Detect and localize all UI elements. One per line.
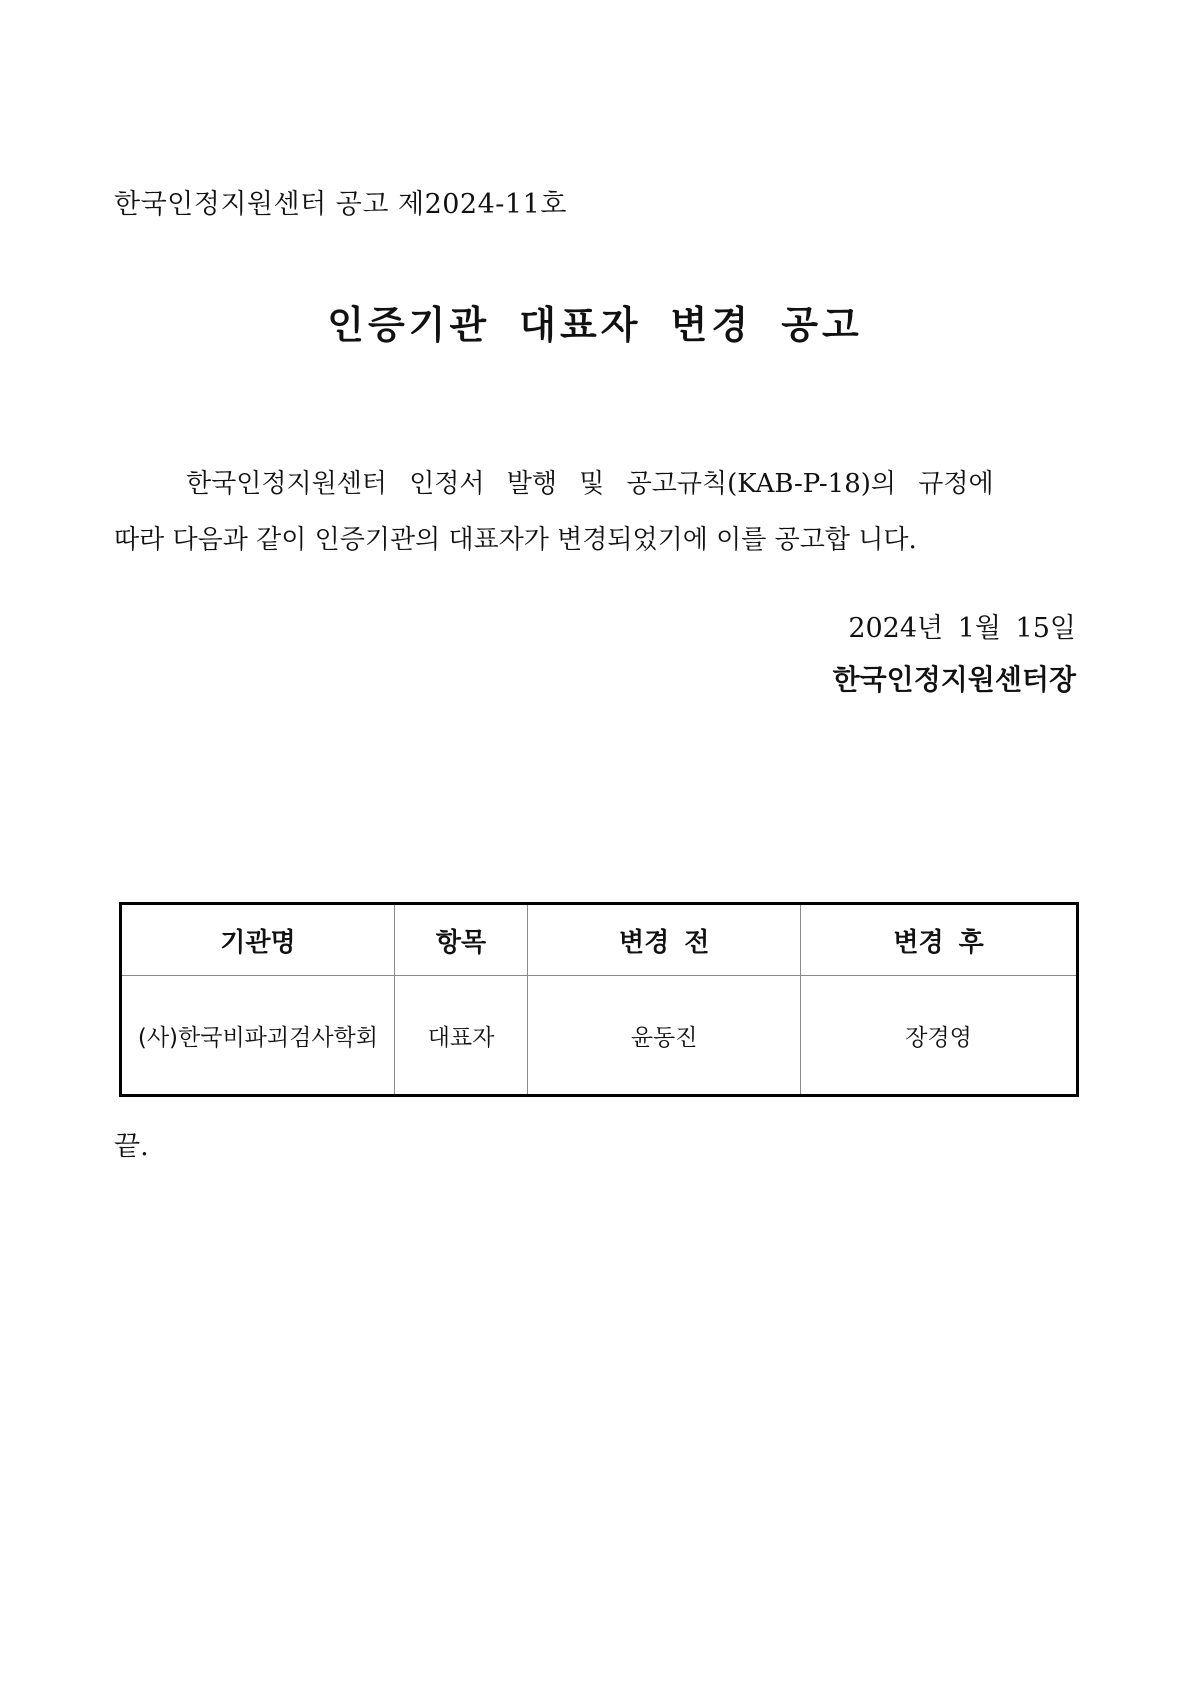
cell-item: 대표자 <box>394 976 527 1096</box>
notice-body-line: 따라 다음과 같이 인증기관의 대표자가 변경되었기에 이를 공고합 니다. <box>114 525 917 555</box>
page-title: 인증기관 대표자 변경 공고 <box>327 303 863 347</box>
change-table <box>119 902 1079 1097</box>
header-item: 항목 <box>394 904 527 976</box>
notice-body <box>114 456 1078 568</box>
header-after: 변경 후 <box>801 904 1078 976</box>
notice-date: 2024년 1월 15일 <box>848 613 1076 644</box>
notice-number: 한국인정지원센터 공고 제2024-11호 <box>114 189 567 220</box>
issuer-name: 한국인정지원센터장 <box>832 663 1076 696</box>
notice-body-line: 한국인정지원센터 인정서 발행 및 공고규칙(KAB-P-18)의 규정에 <box>186 469 994 499</box>
header-organization: 기관명 <box>121 904 395 976</box>
header-before: 변경 전 <box>528 904 801 976</box>
cell-organization: (사)한국비파괴검사학회 <box>121 976 395 1096</box>
cell-before: 윤동진 <box>528 976 801 1096</box>
cell-after: 장경영 <box>801 976 1078 1096</box>
end-mark: 끝. <box>114 1131 149 1162</box>
table-header-row <box>121 904 1078 976</box>
table-row <box>121 976 1078 1096</box>
